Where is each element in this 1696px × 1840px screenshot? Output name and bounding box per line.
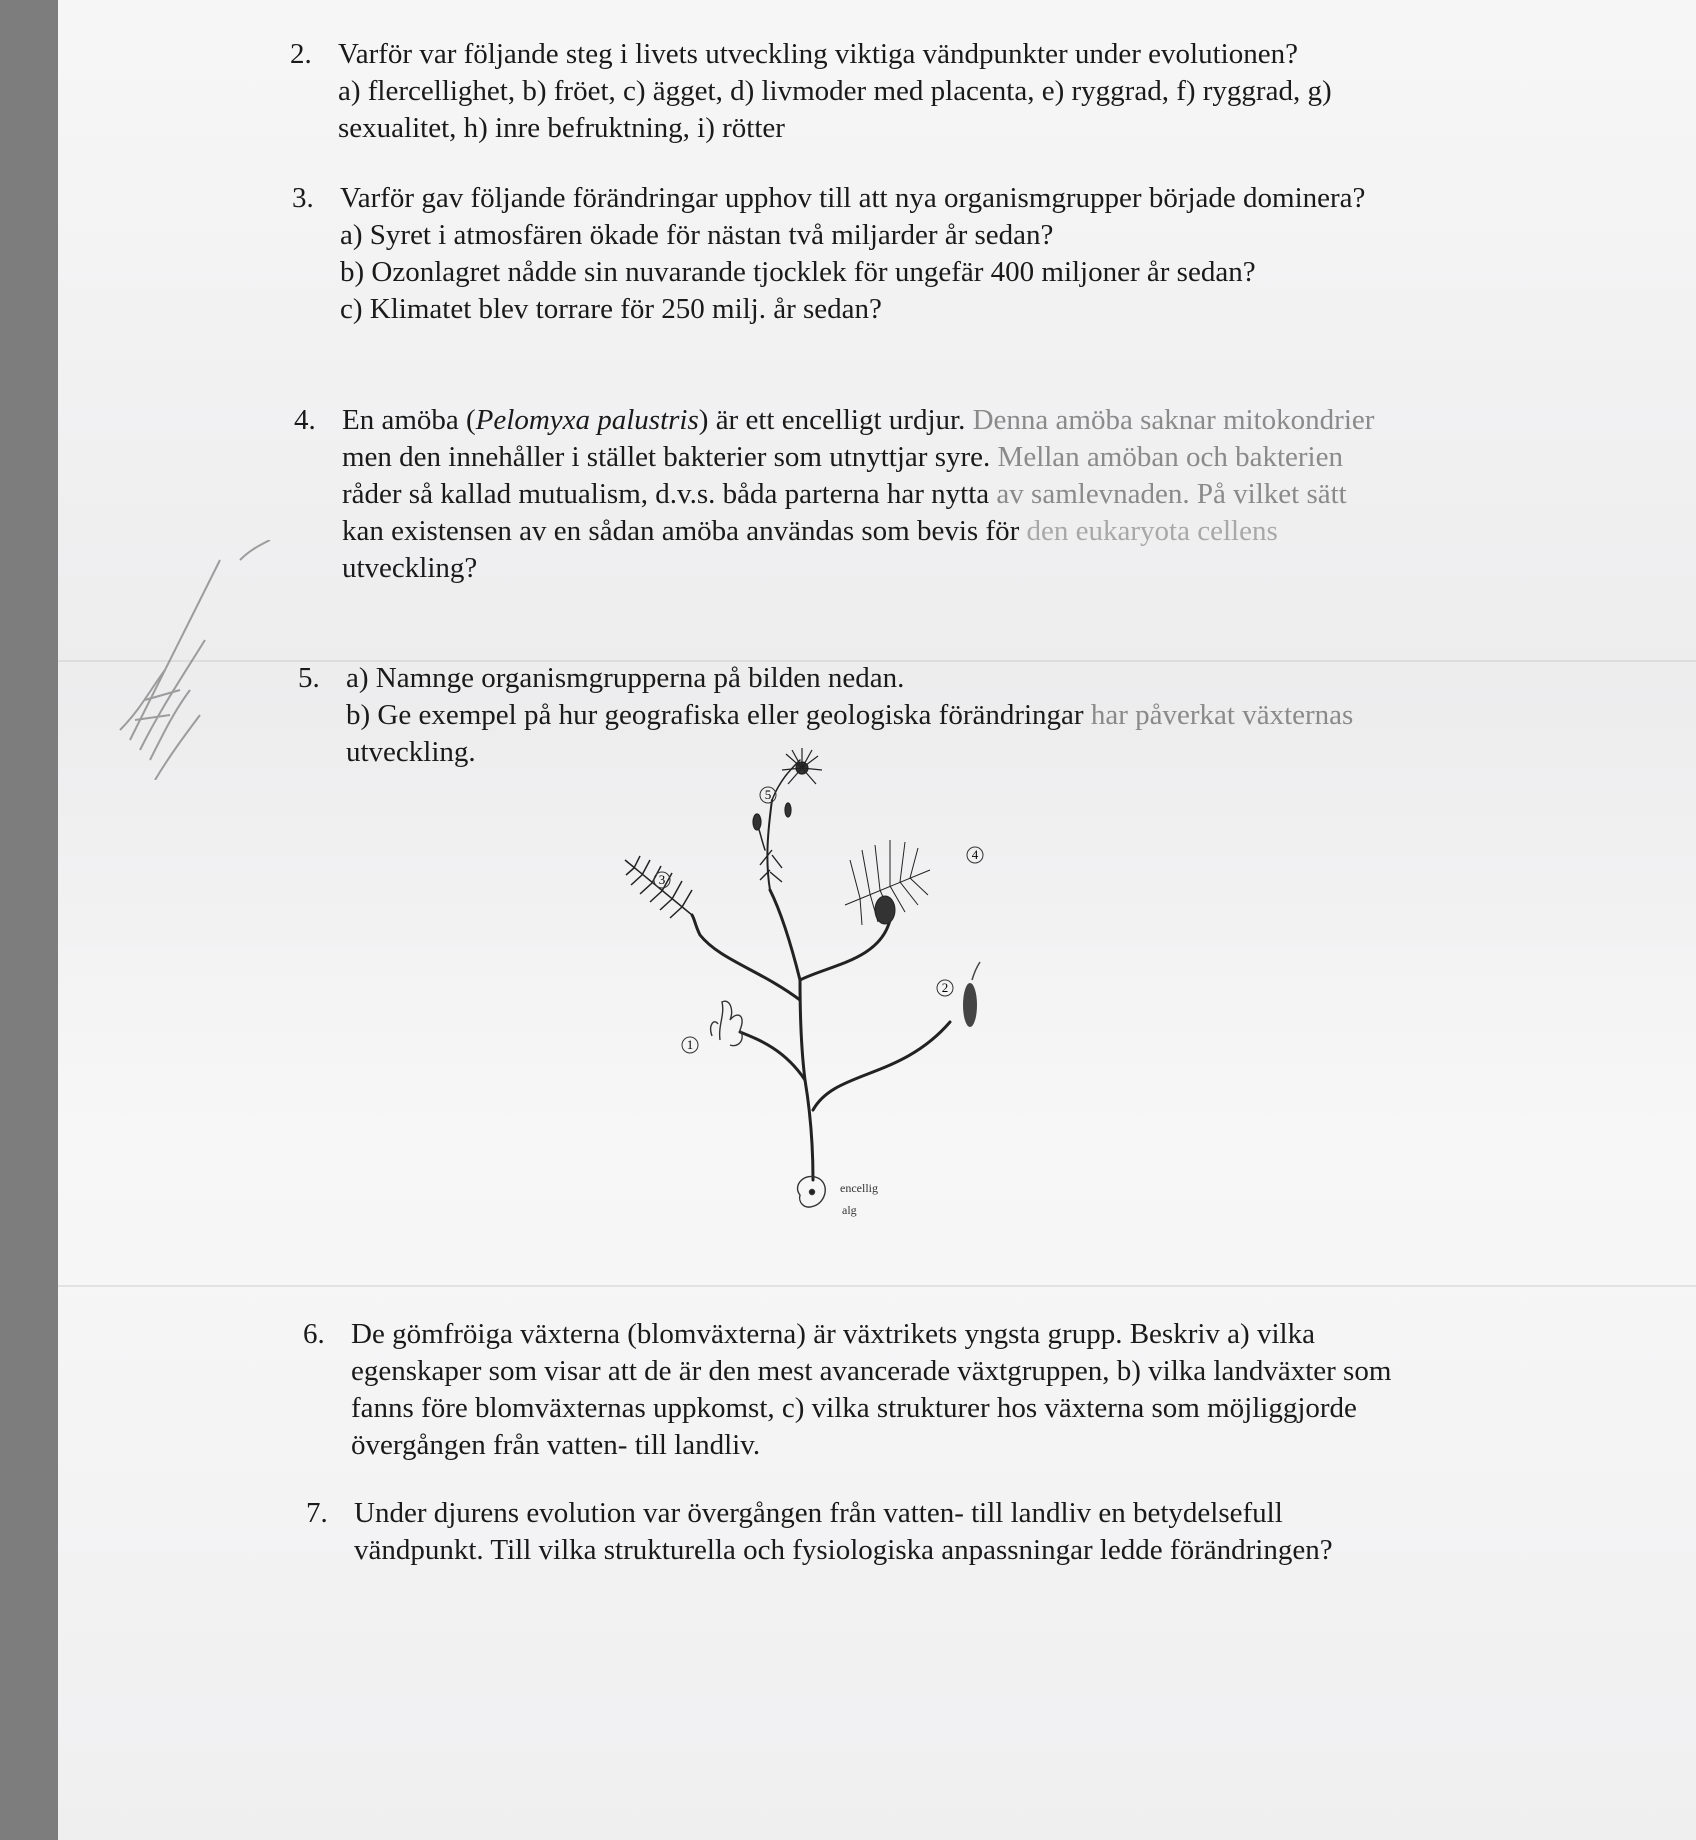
question-number: 2. [290,38,312,70]
branch-5 [767,800,772,890]
question-line: a) Syret i atmosfären ökade för nästan två miljarder år sedan? [340,219,1054,251]
marker-2: 2 [941,980,949,995]
question-line: b) Ozonlagret nådde sin nuvarande tjocklek för ungefär 400 miljoner år sedan? [340,256,1256,288]
question-line: a) flercellighet, b) fröet, c) ägget, d) livmoder med placenta, e) ryggrad, f) ryggrad, g) [338,75,1332,107]
paper-fold-line [58,1285,1696,1287]
question-number: 3. [292,182,314,214]
question-line: kan existensen av en sådan amöba användas som bevis för den eukaryota cellens [342,515,1278,547]
marker-circles [654,787,983,1053]
root-label-line1: encellig [840,1181,878,1195]
question-line: En amöba (Pelomyxa palustris) är ett encelligt urdjur. Denna amöba saknar mitokondrier [342,404,1375,436]
marker-3: 3 [658,872,666,887]
question-text [342,402,1374,587]
question-text [351,1316,1391,1464]
question-line: c) Klimatet blev torrare för 250 milj. år sedan? [340,293,882,325]
question-line: råder så kallad mutualism, d.v.s. båda parterna har nytta av samlevnaden. På vilket sätt [342,478,1347,510]
question-line: b) Ge exempel på hur geografiska eller geologiska förändringar har påverkat växternas [346,699,1354,731]
question-line: utveckling? [342,552,478,584]
marker-5: 5 [764,787,772,802]
branch-2 [813,1022,950,1110]
question-line: Varför var följande steg i livets utveckling viktiga vändpunkter under evolutionen? [338,38,1298,70]
organism-2-moss [963,962,980,1027]
question-line: vändpunkt. Till vilka strukturella och fysiologiska anpassningar ledde förändringen? [354,1534,1333,1566]
question-line: egenskaper som visar att de är den mest avancerade växtgruppen, b) vilka landväxter som [351,1355,1392,1387]
question-text [340,180,1365,328]
organism-4-conifer [845,840,930,925]
question-line: utveckling. [346,736,476,768]
question-number: 7. [306,1497,328,1529]
organism-root-single-cell [798,1176,826,1207]
plant-evolution-figure [600,740,1020,1240]
question-line: övergången från vatten- till landliv. [351,1429,761,1461]
question-text [338,36,1332,147]
branch-1 [740,1032,805,1080]
question-line: De gömfröiga växterna (blomväxterna) är växtrikets yngsta grupp. Beskriv a) vilka [351,1318,1315,1350]
question-line: Varför gav följande förändringar upphov till att nya organismgrupper började dominera? [340,182,1366,214]
root-label-line2: alg [842,1203,857,1217]
question-line: Under djurens evolution var övergången från vatten- till landliv en betydelsefull [354,1497,1283,1529]
tree-trunk [805,1080,813,1180]
organism-5-flower [753,748,822,882]
question-text [354,1495,1333,1569]
organism-1-alga [711,1001,742,1045]
question-line: fanns före blomväxternas uppkomst, c) vilka strukturer hos växterna som möjliggjorde [351,1392,1357,1424]
question-number: 6. [303,1318,325,1350]
marker-1: 1 [686,1037,694,1052]
pencil-scribble [110,540,310,780]
question-line: men den innehåller i stället bakterier som utnyttjar syre. Mellan amöban och bakterien [342,441,1343,473]
question-number: 5. [298,662,320,694]
question-line: sexualitet, h) inre befruktning, i) rötter [338,112,785,144]
question-line: a) Namnge organismgrupperna på bilden nedan. [346,662,905,694]
question-number: 4. [294,404,316,436]
marker-4: 4 [971,847,979,862]
species-name: Pelomyxa palustris [475,404,699,436]
branch-4 [800,920,890,980]
phylogeny-tree [600,740,1020,1240]
